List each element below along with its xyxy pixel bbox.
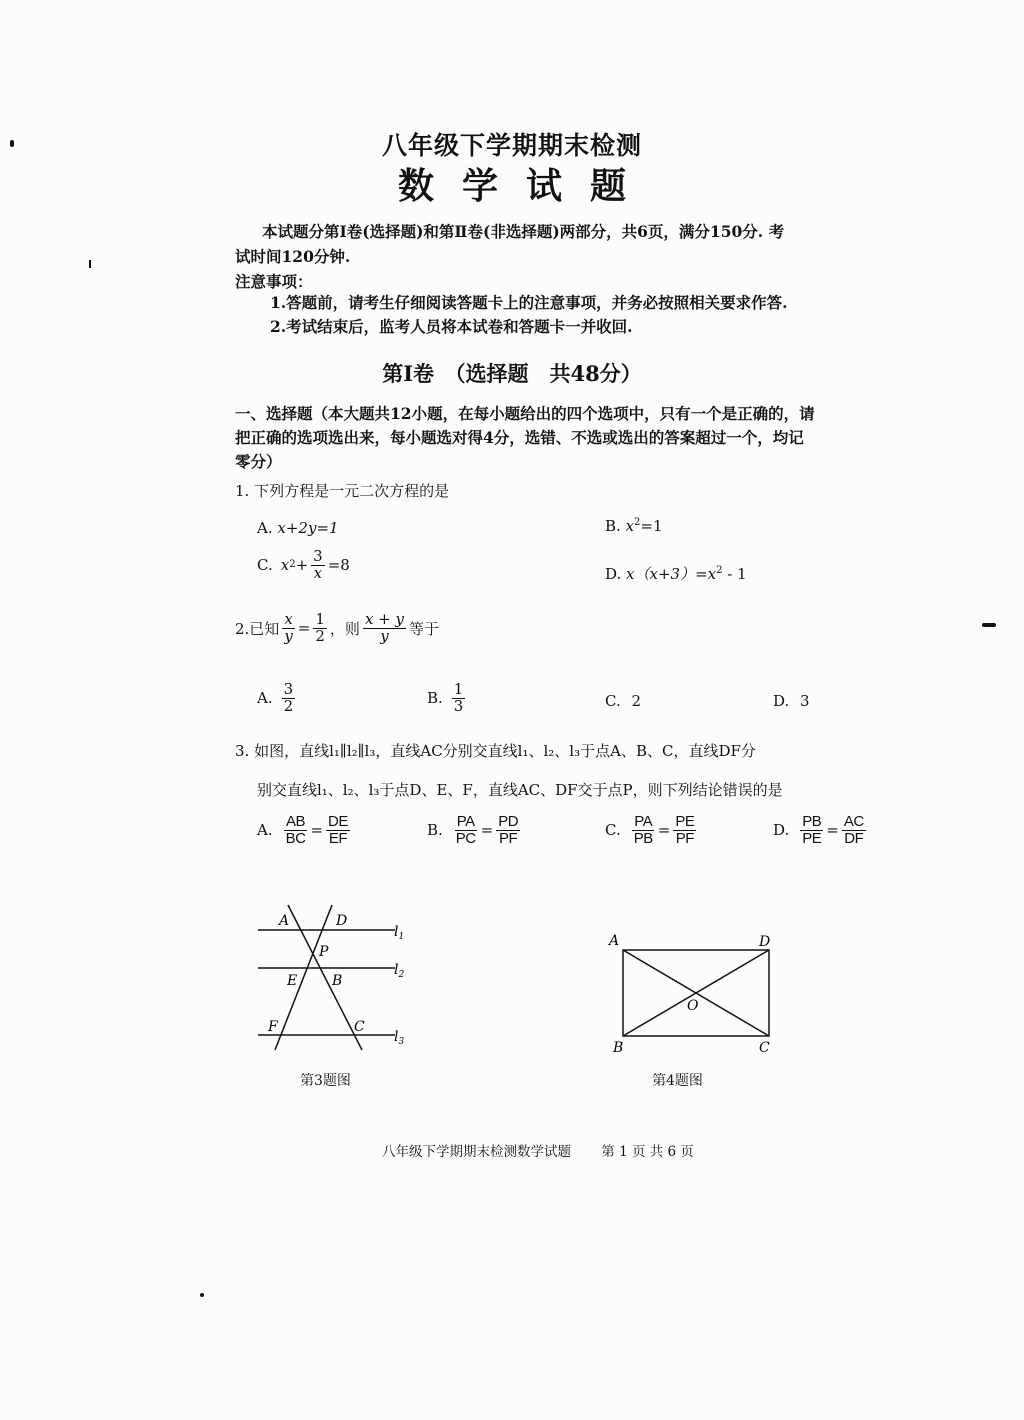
section1-line-1: 一、选择题（本大题共12小题，在每小题给出的四个选项中，只有一个是正确的，请 (235, 404, 815, 423)
label-l3: $l_3$ (394, 1029, 405, 1047)
option-label: C. (605, 692, 621, 710)
q1-stem: 1. 下列方程是一元二次方程的是 (235, 482, 450, 500)
fraction-denominator: y (380, 626, 389, 645)
part1-title: 第Ⅰ卷 （选择题 共48分） (382, 361, 642, 386)
q2-stem-mid: ，则 (329, 619, 360, 638)
fraction-denominator: DF (844, 829, 864, 847)
fraction (284, 814, 308, 847)
fraction-numerator: x (284, 610, 293, 628)
option-label: A. (257, 519, 273, 537)
option-rest: =1 (640, 517, 663, 535)
fraction-numerator: 1 (315, 610, 325, 628)
fraction-denominator: PF (499, 829, 518, 847)
fraction-denominator: x (313, 563, 323, 582)
q1-option-d (605, 563, 747, 584)
fraction (452, 682, 466, 715)
fraction (282, 682, 296, 715)
fraction-numerator: PD (498, 813, 519, 830)
fraction-denominator: BC (285, 829, 306, 847)
option-base: x (280, 556, 290, 575)
q2-option-a (257, 682, 298, 715)
label-a: A (279, 913, 290, 929)
fraction (454, 814, 478, 847)
option-label: D. (773, 821, 790, 840)
scan-speck (89, 260, 91, 268)
figure-4-diagram (605, 928, 785, 1058)
section1-line-2: 把正确的选项选出来，每小题选对得4分，选错、不选或选出的答案超过一个，均记 (235, 428, 804, 447)
option-label: D. (605, 565, 622, 583)
option-label: C. (257, 556, 273, 575)
fraction-denominator: y (284, 626, 293, 645)
option-plus: + (295, 556, 309, 575)
option-exponent: 2 (634, 517, 641, 528)
fraction (673, 814, 696, 847)
label-d: D (336, 913, 348, 929)
q1-option-c (257, 549, 350, 582)
figure-4-caption: 第4题图 (652, 1073, 703, 1089)
fraction-numerator: PB (802, 813, 822, 830)
q1-option-a (257, 519, 339, 537)
fraction-denominator: 2 (315, 626, 325, 645)
option-text: x（x+3）=x (626, 565, 717, 583)
option-label: B. (427, 689, 443, 708)
option-rest: - 1 (722, 565, 747, 583)
q3-stem-line-1: 3. 如图，直线l₁∥l₂∥l₃，直线AC分别交直线l₁、l₂、l₃于点A、B、C，直线DF分 (235, 742, 756, 760)
q2-stem-post: 等于 (408, 619, 439, 638)
q2-option-c (605, 692, 641, 710)
scan-speck (200, 1293, 204, 1297)
fraction-denominator: PC (455, 829, 476, 847)
fraction-denominator: EF (328, 829, 348, 847)
fraction-numerator: PA (634, 813, 653, 830)
fraction-numerator: DE (328, 813, 348, 830)
option-exponent: 2 (289, 559, 296, 570)
label-o: O (687, 998, 699, 1014)
label-e: E (287, 973, 298, 989)
fraction-numerator: 1 (453, 680, 464, 698)
option-base: x (625, 517, 635, 535)
fraction-denominator: 2 (283, 696, 294, 715)
figure-3-diagram (250, 900, 420, 1060)
option-value: 2 (631, 692, 642, 710)
notice-item-2: 2.考试结束后，监考人员将本试卷和答题卡一并收回. (270, 317, 633, 336)
equals-sign: = (480, 821, 494, 840)
option-label: B. (427, 821, 443, 840)
notice-label: 注意事项： (235, 272, 313, 291)
option-label: B. (605, 517, 621, 535)
footer-title: 八年级下学期期末检测数学试题 (382, 1144, 571, 1160)
label-c: C (354, 1019, 365, 1035)
fraction (800, 814, 823, 847)
option-value: 3 (800, 692, 810, 710)
fraction (282, 612, 294, 645)
fraction-denominator: PB (633, 829, 653, 847)
equals-sign: = (297, 619, 311, 638)
fraction (842, 814, 866, 847)
fraction-denominator: PF (675, 829, 694, 847)
q3-option-c (605, 814, 699, 847)
fraction (326, 814, 350, 847)
option-exponent: 2 (716, 565, 723, 576)
footer-page-number: 第 1 页 共 6 页 (601, 1144, 694, 1160)
q3-option-a (257, 814, 353, 847)
equals-sign: = (657, 821, 671, 840)
fraction-numerator: 3 (283, 680, 294, 698)
fraction-denominator: 3 (453, 696, 464, 715)
q3-stem-line-2: 别交直线l₁、l₂、l₃于点D、E、F，直线AC、DF交于点P，则下列结论错误的是 (257, 781, 783, 799)
fraction-numerator: 3 (313, 547, 323, 565)
label-l2: $l_2$ (394, 962, 405, 980)
label-p: P (319, 944, 329, 960)
option-text: x+2y=1 (277, 519, 339, 537)
fraction (313, 612, 327, 645)
fraction (496, 814, 520, 847)
option-rest: =8 (327, 556, 350, 575)
label-b: B (332, 973, 343, 989)
q2-stem (235, 612, 439, 645)
option-label: A. (257, 689, 273, 708)
label-a: A (609, 933, 620, 949)
scan-speck (982, 623, 996, 627)
exam-title: 八年级下学期期末检测 (381, 131, 642, 160)
option-label: A. (257, 821, 273, 840)
q2-option-b (427, 682, 468, 715)
notice-item-1: 1.答题前，请考生仔细阅读答题卡上的注意事项，并务必按照相关要求作答. (270, 293, 788, 312)
label-b: B (613, 1040, 624, 1056)
q3-option-b (427, 814, 523, 847)
label-f: F (268, 1019, 278, 1035)
label-c: C (759, 1040, 770, 1056)
fraction (632, 814, 655, 847)
fraction-numerator: PE (675, 813, 695, 830)
intro-line-2: 试时间120分钟. (235, 247, 351, 266)
fraction-denominator: PE (802, 829, 822, 847)
figure-3-caption: 第3题图 (300, 1073, 351, 1089)
fraction (311, 549, 325, 582)
section1-line-3: 零分） (235, 452, 282, 471)
fraction-numerator: AB (286, 813, 306, 830)
line-ac (288, 905, 362, 1050)
label-l1: $l_1$ (394, 924, 405, 942)
q3-option-d (773, 814, 869, 847)
equals-sign: = (310, 821, 324, 840)
fraction-numerator: AC (843, 813, 864, 830)
page-footer (382, 1140, 694, 1160)
label-d: D (759, 934, 771, 950)
intro-line-1: 本试题分第Ⅰ卷(选择题)和第Ⅱ卷(非选择题)两部分，共6页，满分150分. 考 (262, 222, 785, 241)
option-label: C. (605, 821, 621, 840)
equals-sign: = (826, 821, 839, 840)
fraction-numerator: x + y (364, 610, 404, 628)
q1-option-b (605, 517, 663, 535)
fraction-numerator: PA (456, 813, 475, 830)
q2-stem-pre: 2.已知 (235, 619, 280, 638)
exam-subtitle: 数学试题 (397, 165, 654, 207)
q2-option-d (773, 692, 810, 710)
option-label: D. (773, 692, 790, 710)
fraction (363, 612, 406, 645)
